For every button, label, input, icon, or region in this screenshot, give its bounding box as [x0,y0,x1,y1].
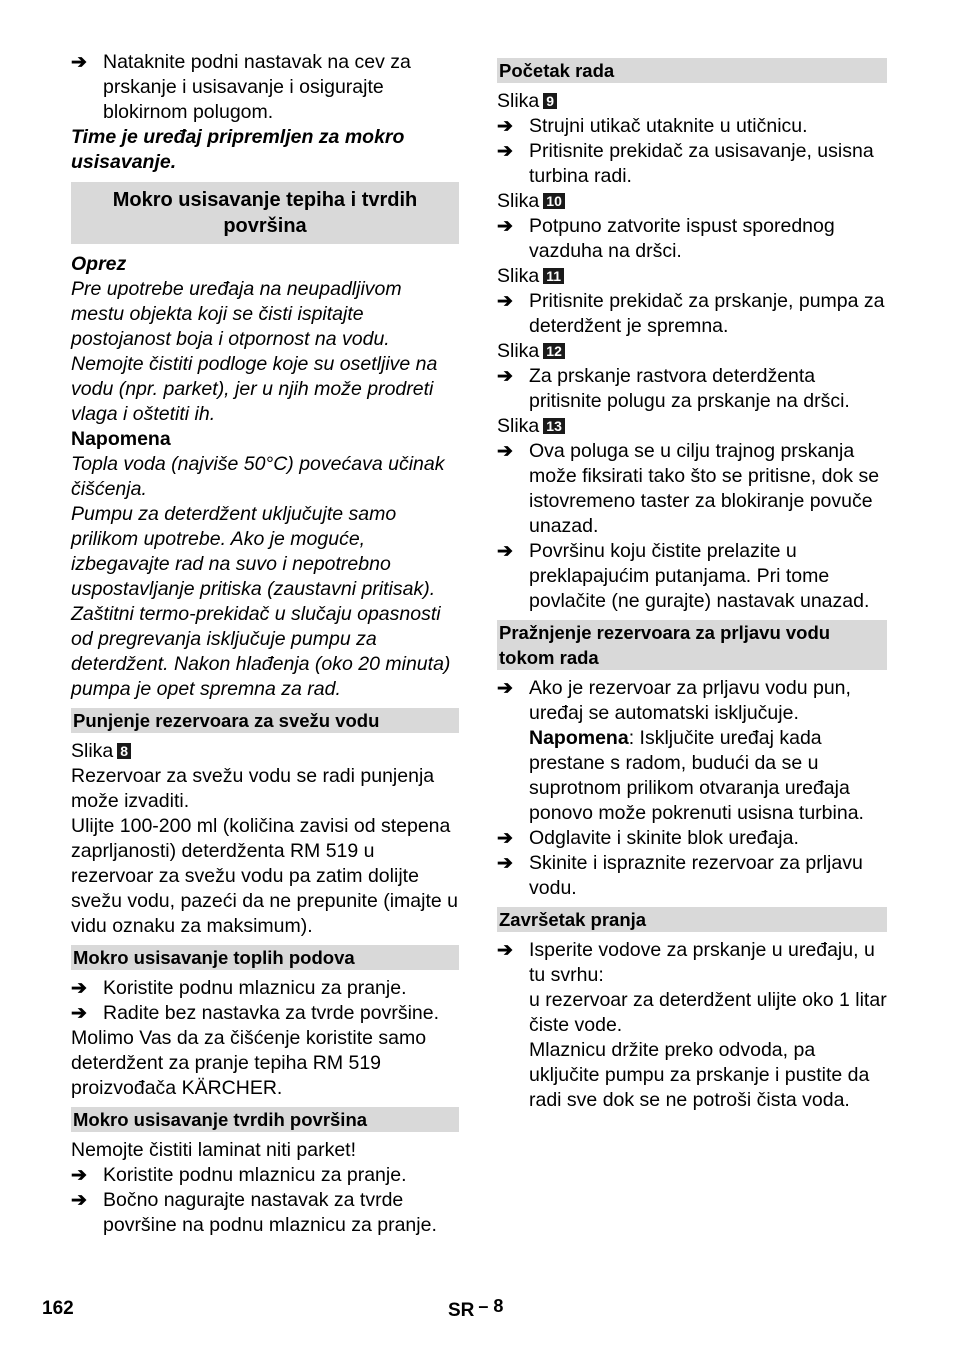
arrow-icon: ➔ [71,1003,87,1024]
section-heading-hard-surfaces: Mokro usisavanje tvrdih površina [71,1107,459,1132]
right-column [497,58,887,1113]
list-item-text: Isperite vodove za prskanje u uređaju, u tu svrhu: [529,939,875,986]
figure-label: Slika [71,740,114,762]
section-heading-start: Početak rada [497,58,887,83]
list-item-text: Pritisnite prekidač za prskanje, pumpa za deterdžent je spremna. [529,290,885,337]
section-page: – 8 [478,1296,504,1316]
list-item [497,114,887,139]
section-heading-warm-floors: Mokro usisavanje toplih podova [71,945,459,970]
arrow-icon: ➔ [497,366,513,387]
list-item-text: Za prskanje rastvora deterdženta pritisnite polugu za prskanje na dršci. [529,365,850,412]
figure-number-badge: 9 [543,93,557,109]
list-item [497,676,887,826]
caution-label: Oprez [71,253,127,275]
list-item [497,439,887,539]
figure-label: Slika [497,90,540,112]
list-item-text: Koristite podnu mlaznicu za pranje. [103,1164,407,1186]
left-column [71,50,459,1238]
list-item-text: Skinite i ispraznite rezervoar za prljavu vodu. [529,852,863,899]
list-item [71,1001,459,1026]
list-item-text: Ova poluga se u cilju trajnog prskanja može fiksirati tako što se pritisne, dok se istovremeno taster za blokiranje povuče unazad. [529,440,880,537]
finish-text-2: Mlaznicu držite preko odvoda, pa uključite pumpu za prskanje i pustite da radi sve dok se ne potroši čista voda. [529,1039,870,1111]
figure-ref [497,89,887,114]
figure-number-badge: 13 [543,418,565,434]
list-item-text: Odglavite i skinite blok uređaja. [529,827,799,849]
list-item-text: Koristite podnu mlaznicu za pranje. [103,977,407,999]
figure-number-badge: 12 [543,343,565,359]
arrow-icon: ➔ [497,291,513,312]
note-label: Napomena [71,428,171,450]
list-item [497,938,887,1113]
arrow-icon: ➔ [497,940,513,961]
list-item [71,1188,459,1238]
note-text-2: Pumpu za deterdžent uključujte samo prilikom upotrebe. Ako je moguće, izbegavajte rad na suvo i nepotrebno uspostavljanje pritiska (zaustavni pritisak). [71,503,436,600]
figure-label: Slika [497,265,540,287]
figure-number-badge: 8 [117,743,131,759]
figure-ref [497,189,887,214]
inline-note-text: : Isključite uređaj kada prestane s radom, budući da se u suprotnom prilikom otvaranja uređaja ponovo može pokrenuti usisna turbina. [529,727,864,824]
intro-result: Time je uređaj pripremljen za mokro usisavanje. [71,126,405,173]
list-item [497,826,887,851]
footer-language [448,1296,503,1322]
finish-text-1: u rezervoar za deterdžent ulijte oko 1 litar čiste vode. [529,989,887,1036]
figure-ref [497,264,887,289]
list-item [497,289,887,339]
arrow-icon: ➔ [497,828,513,849]
arrow-icon: ➔ [497,141,513,162]
list-item-text: Potpuno zatvorite ispust sporednog vazduha na dršci. [529,215,835,262]
list-item [497,851,887,901]
arrow-icon: ➔ [497,678,513,699]
list-item-text: Ako je rezervoar za prljavu vodu pun, uređaj se automatski isključuje. [529,677,851,724]
arrow-icon: ➔ [497,116,513,137]
note-text-1: Topla voda (najviše 50°C) povećava učinak čišćenja. [71,453,445,500]
warm-floors-text: Molimo Vas da za čišćenje koristite samo deterdžent za pranje tepiha RM 519 proizvođača KÄRCHER. [71,1027,427,1099]
list-item [71,976,459,1001]
arrow-icon: ➔ [71,978,87,999]
fresh-water-text-2: Ulijte 100-200 ml (količina zavisi od stepena zaprljanosti) deterdženta RM 519 u rezervoar za svežu vodu pa zatim dolijte svežu vodu, pazeći da ne prepunite (imajte u vidu oznaku za maksimum). [71,815,458,937]
figure-number-badge: 11 [543,268,564,284]
figure-label: Slika [497,190,540,212]
caution-text: Pre upotrebe uređaja na neupadljivom mestu objekta koji se čisti ispitajte postojanost boja i otpornost na vodu. Nemojte čistiti podloge koje su osetljive na vodu (npr. parket), jer u njih može prodreti vlaga i oštetiti ih. [71,278,438,425]
arrow-icon: ➔ [497,441,513,462]
list-item-text: Radite bez nastavka za tvrde površine. [103,1002,440,1024]
inline-note-label: Napomena [529,727,629,749]
section-heading-wet-vacuum: Mokro usisavanje tepiha i tvrdih površina [71,182,459,244]
figure-label: Slika [497,340,540,362]
arrow-icon: ➔ [497,541,513,562]
arrow-icon: ➔ [71,1165,87,1186]
list-item [71,1163,459,1188]
list-item-text: Strujni utikač utaknite u utičnicu. [529,115,808,137]
arrow-icon: ➔ [71,52,87,73]
list-item-text: Bočno nagurajte nastavak za tvrde površine na podnu mlaznicu za pranje. [103,1189,437,1236]
list-item [497,214,887,264]
language-code: SR [448,1300,475,1321]
note-text-3: Zaštitni termo-prekidač u slučaju opasnosti od pregrevanja isključuje pumpu za deterdžent. Nakon hlađenja (oko 20 minuta) pumpa je opet spremna za rad. [71,603,451,700]
inline-note [529,726,887,826]
figure-ref [71,739,459,764]
figure-ref [497,414,887,439]
list-item [497,364,887,414]
figure-label: Slika [497,415,540,437]
list-item [497,539,887,614]
figure-ref [497,339,887,364]
page-number: 162 [42,1298,74,1319]
intro-bullet-text: Nataknite podni nastavak na cev za prskanje i usisavanje i osigurajte blokirnom polugom. [103,51,411,123]
list-item [497,139,887,189]
fresh-water-text-1: Rezervoar za svežu vodu se radi punjenja može izvaditi. [71,765,435,812]
list-item [71,50,459,125]
arrow-icon: ➔ [497,216,513,237]
section-heading-finish-cleaning: Završetak pranja [497,907,887,932]
hard-surfaces-text: Nemojte čistiti laminat niti parket! [71,1139,357,1161]
figure-number-badge: 10 [543,193,565,209]
arrow-icon: ➔ [497,853,513,874]
section-heading-fresh-water: Punjenje rezervoara za svežu vodu [71,708,459,733]
arrow-icon: ➔ [71,1190,87,1211]
list-item-text: Površinu koju čistite prelazite u preklapajućim putanjama. Pri tome povlačite (ne gurajte) nastavak unazad. [529,540,870,612]
list-item-text: Pritisnite prekidač za usisavanje, usisna turbina radi. [529,140,874,187]
section-heading-empty-dirty-tank: Pražnjenje rezervoara za prljavu vodu tokom rada [497,620,887,670]
